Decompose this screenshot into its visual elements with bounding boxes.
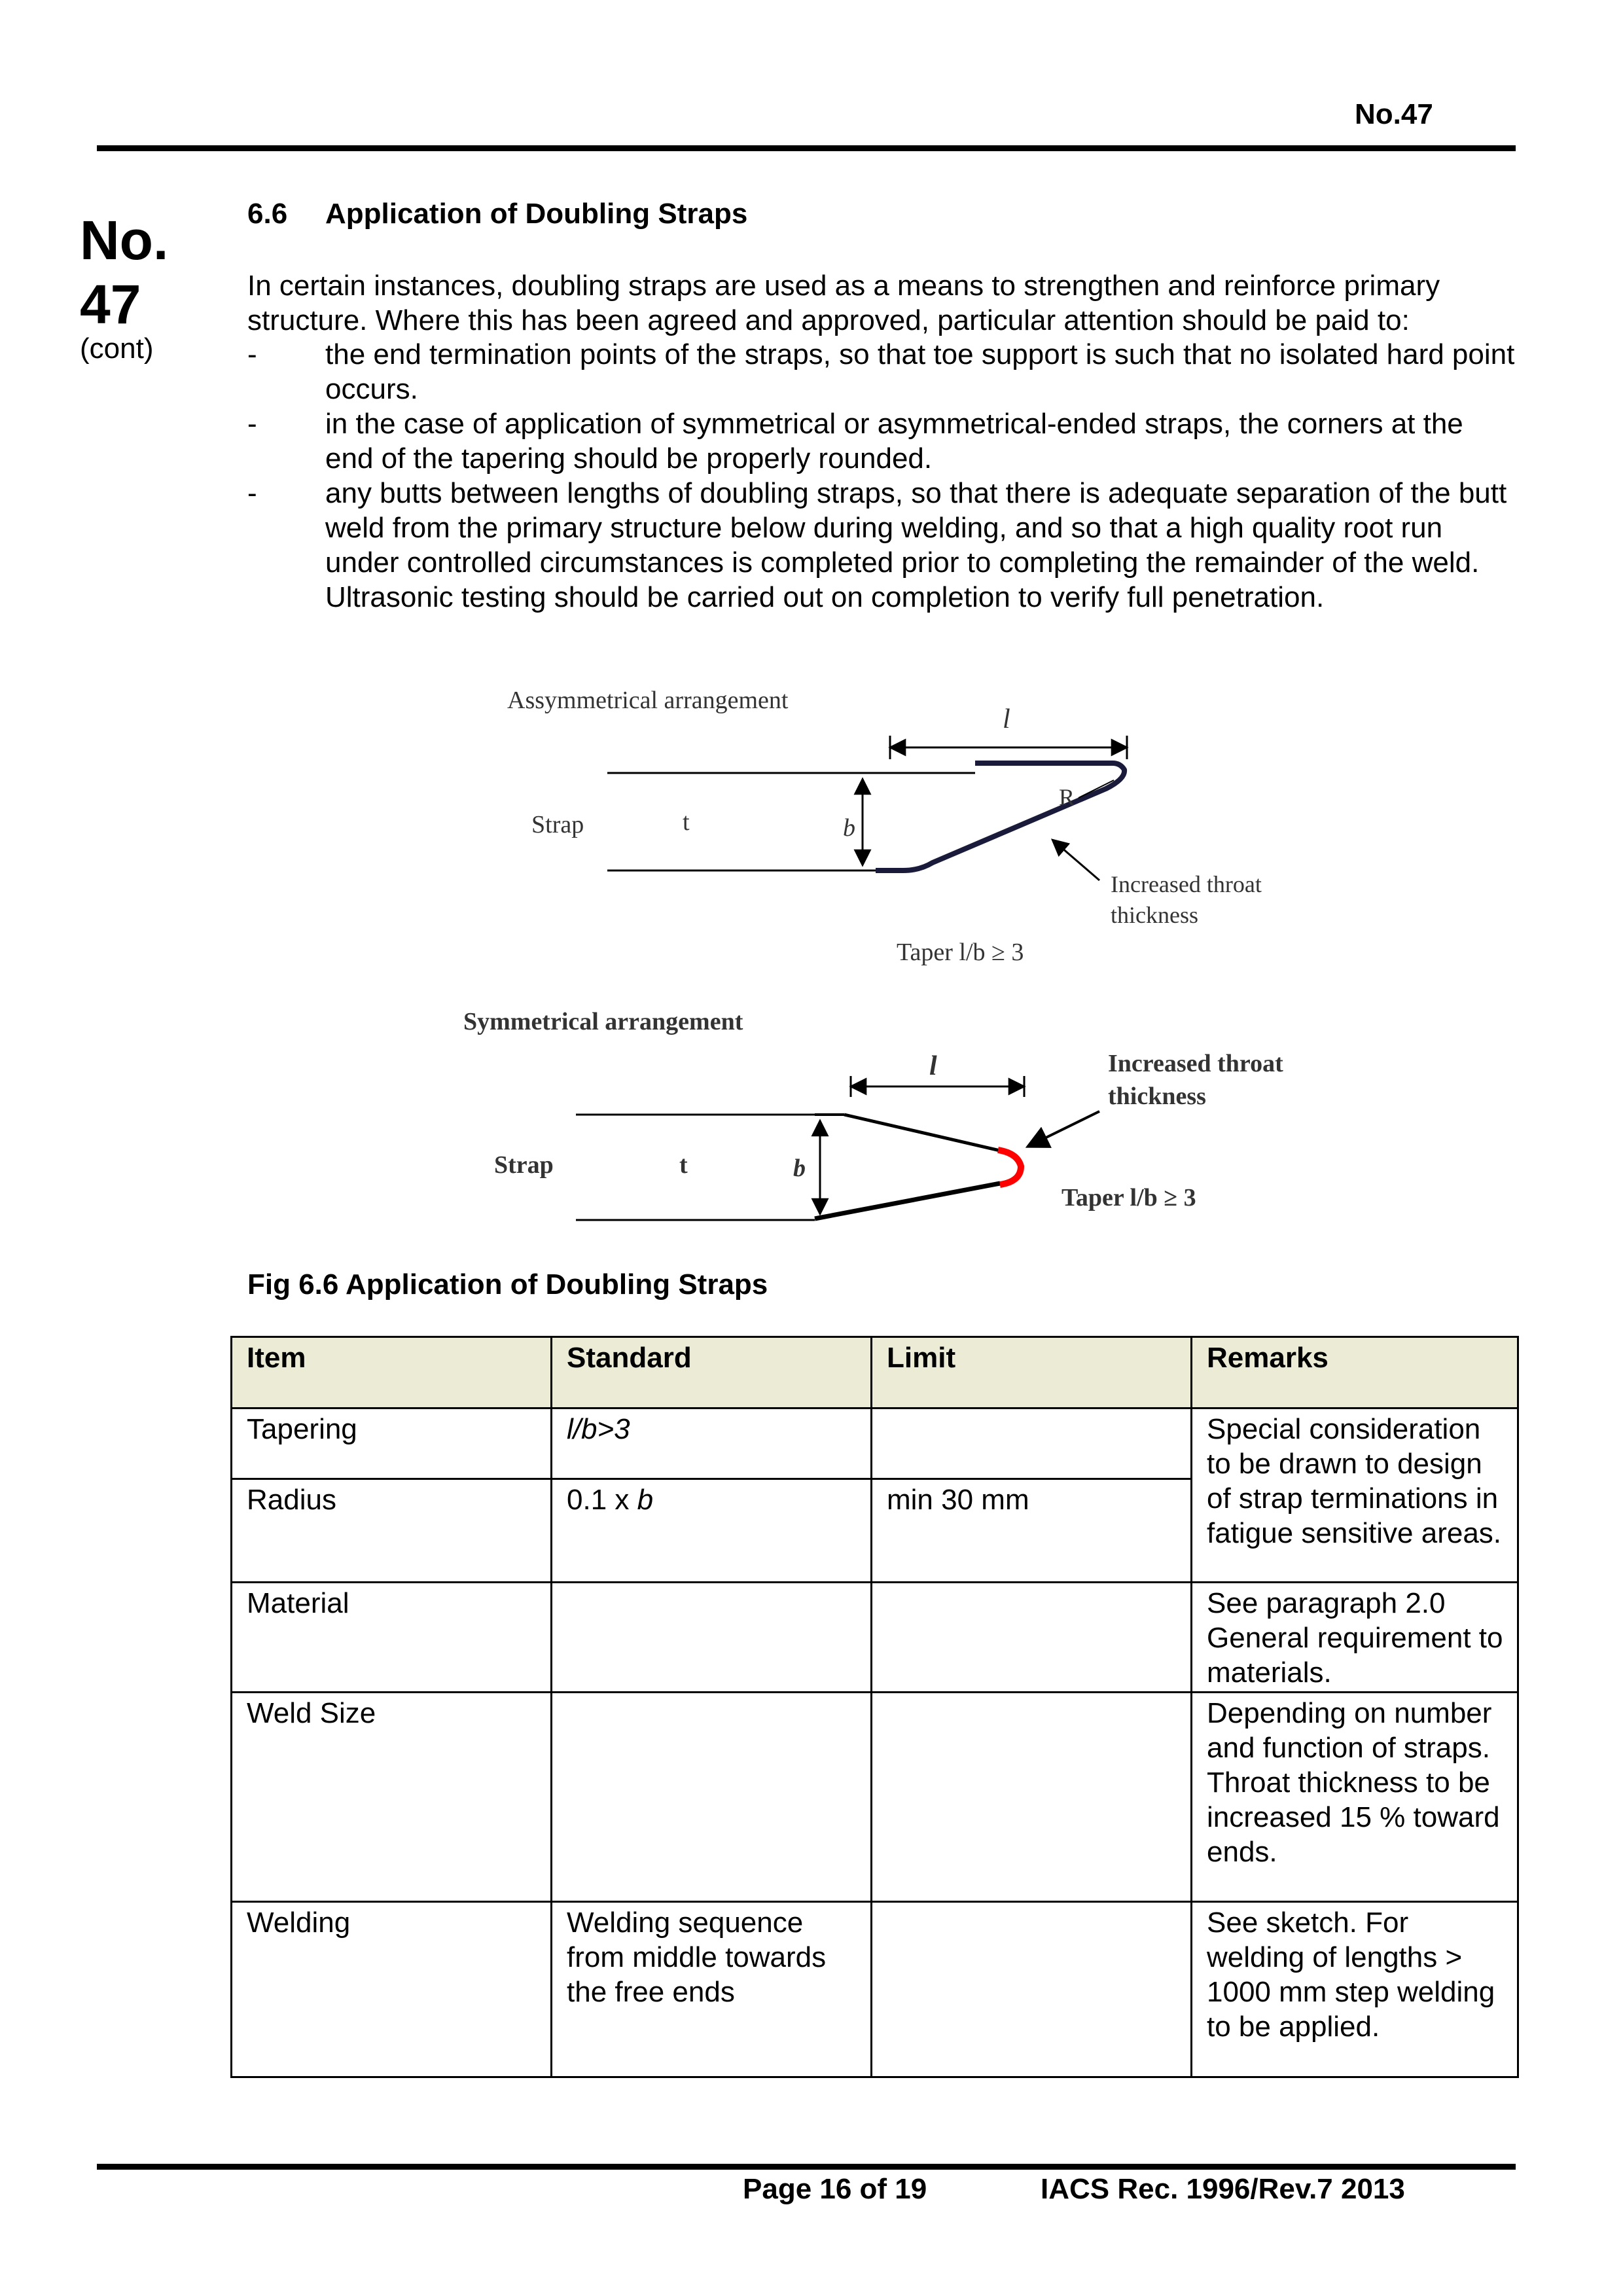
sym-taper-label: Taper l/b ≥ 3 — [1061, 1184, 1196, 1211]
sym-t-label: t — [679, 1151, 688, 1179]
table-row — [232, 1583, 1518, 1693]
bullet-text: any butts between lengths of doubling straps, so that there is adequate separation of the butt weld from the primary structure below during welding, and so that a high quality root run under controlled circumstances is completed prior to completing the remainder of the weld. Ultrasonic testing should be carried out on completion to verify full penetration. — [325, 477, 1507, 613]
cell-standard: Welding sequence from middle towards the free ends — [552, 1902, 872, 2077]
sym-title: Symmetrical arrangement — [463, 1008, 743, 1035]
standard-variable: b — [637, 1484, 654, 1516]
asym-throat-label: Increased throat — [1111, 871, 1262, 897]
bullet-dash: - — [247, 477, 257, 509]
column-header-item: Item — [232, 1337, 552, 1408]
remarks-line: Depending on number and function of straps. — [1207, 1697, 1492, 1764]
asym-throat-arrow — [1052, 840, 1099, 880]
cell-remarks-merged: Special consideration to be drawn to design of strap terminations in fatigue sensitive areas. — [1192, 1408, 1518, 1583]
asym-r-label: R — [1059, 784, 1075, 810]
cell-limit: min 30 mm — [872, 1479, 1192, 1583]
figure-caption: Fig 6.6 Application of Doubling Straps — [247, 1268, 768, 1300]
sym-throat-arrow — [1027, 1111, 1099, 1147]
column-header-standard: Standard — [552, 1337, 872, 1408]
cell-standard — [552, 1583, 872, 1693]
asym-b-label: b — [843, 814, 855, 842]
cell-remarks: See paragraph 2.0 General requirement to materials. — [1192, 1583, 1518, 1693]
cell-item: Material — [232, 1583, 552, 1693]
asym-strap-outline — [876, 763, 1124, 870]
column-header-limit: Limit — [872, 1337, 1192, 1408]
asym-taper-label: Taper l/b ≥ 3 — [897, 939, 1024, 966]
sym-strap-label: Strap — [494, 1151, 554, 1179]
sym-upper-taper — [844, 1115, 1000, 1151]
cell-limit — [872, 1583, 1192, 1693]
requirements-table — [230, 1336, 1519, 2078]
table-row — [232, 1408, 1518, 1479]
side-number-line1: No. — [80, 209, 169, 271]
sym-throat-label: Increased throat — [1108, 1050, 1283, 1077]
cell-limit — [872, 1408, 1192, 1479]
bullet-text: in the case of application of symmetrical or asymmetrical-ended straps, the corners at the end of the tapering should be properly rounded. — [325, 408, 1463, 475]
document-reference: IACS Rec. 1996/Rev.7 2013 — [1041, 2173, 1405, 2205]
asymmetrical-diagram — [507, 687, 1262, 966]
standard-prefix: 0.1 x — [567, 1484, 637, 1516]
table-row — [232, 1693, 1518, 1902]
document-number: No.47 — [1355, 98, 1433, 130]
cell-item: Weld Size — [232, 1693, 552, 1902]
asym-l-label: l — [1003, 704, 1010, 734]
bullet-dash: - — [247, 338, 257, 370]
cell-remarks — [1192, 1693, 1518, 1902]
sym-l-label: l — [929, 1051, 937, 1081]
section-title: Application of Doubling Straps — [325, 198, 748, 230]
bullet-dash: - — [247, 408, 257, 440]
sym-lower-taper — [815, 1183, 1000, 1219]
intro-paragraph: In certain instances, doubling straps are used as a means to strengthen and reinforce primary structure. Where this has been agreed and approved, particular attention should be paid to: — [247, 270, 1440, 336]
symmetrical-diagram — [463, 1008, 1283, 1220]
page-number: Page 16 of 19 — [743, 2173, 927, 2205]
cell-limit — [872, 1693, 1192, 1902]
side-number-line2: 47 — [80, 274, 141, 335]
cell-item: Tapering — [232, 1408, 552, 1479]
footer-rule — [97, 2164, 1516, 2170]
sym-weld-corner — [998, 1150, 1021, 1185]
cell-standard: l/b>3 — [552, 1408, 872, 1479]
sym-throat-label: thickness — [1108, 1083, 1206, 1110]
cell-limit — [872, 1902, 1192, 2077]
table-header-row — [232, 1337, 1518, 1408]
sym-b-label: b — [793, 1155, 806, 1182]
asym-title: Assymmetrical arrangement — [507, 687, 789, 714]
cell-remarks: See sketch. For welding of lengths > 1000 mm step welding to be applied. — [1192, 1902, 1518, 2077]
bullet-text: the end termination points of the straps, so that toe support is such that no isolated hard point occurs. — [325, 338, 1515, 405]
cell-item: Welding — [232, 1902, 552, 2077]
section-number: 6.6 — [247, 198, 288, 230]
cell-standard — [552, 1479, 872, 1583]
table-row — [232, 1902, 1518, 2077]
asym-throat-label: thickness — [1111, 902, 1198, 928]
column-header-remarks: Remarks — [1192, 1337, 1518, 1408]
asym-strap-label: Strap — [531, 811, 584, 838]
cell-standard — [552, 1693, 872, 1902]
remarks-line: Throat thickness to be increased 15 % toward ends. — [1207, 1767, 1500, 1868]
cell-item: Radius — [232, 1479, 552, 1583]
asym-t-label: t — [683, 808, 690, 836]
side-cont-label: (cont) — [80, 332, 154, 365]
